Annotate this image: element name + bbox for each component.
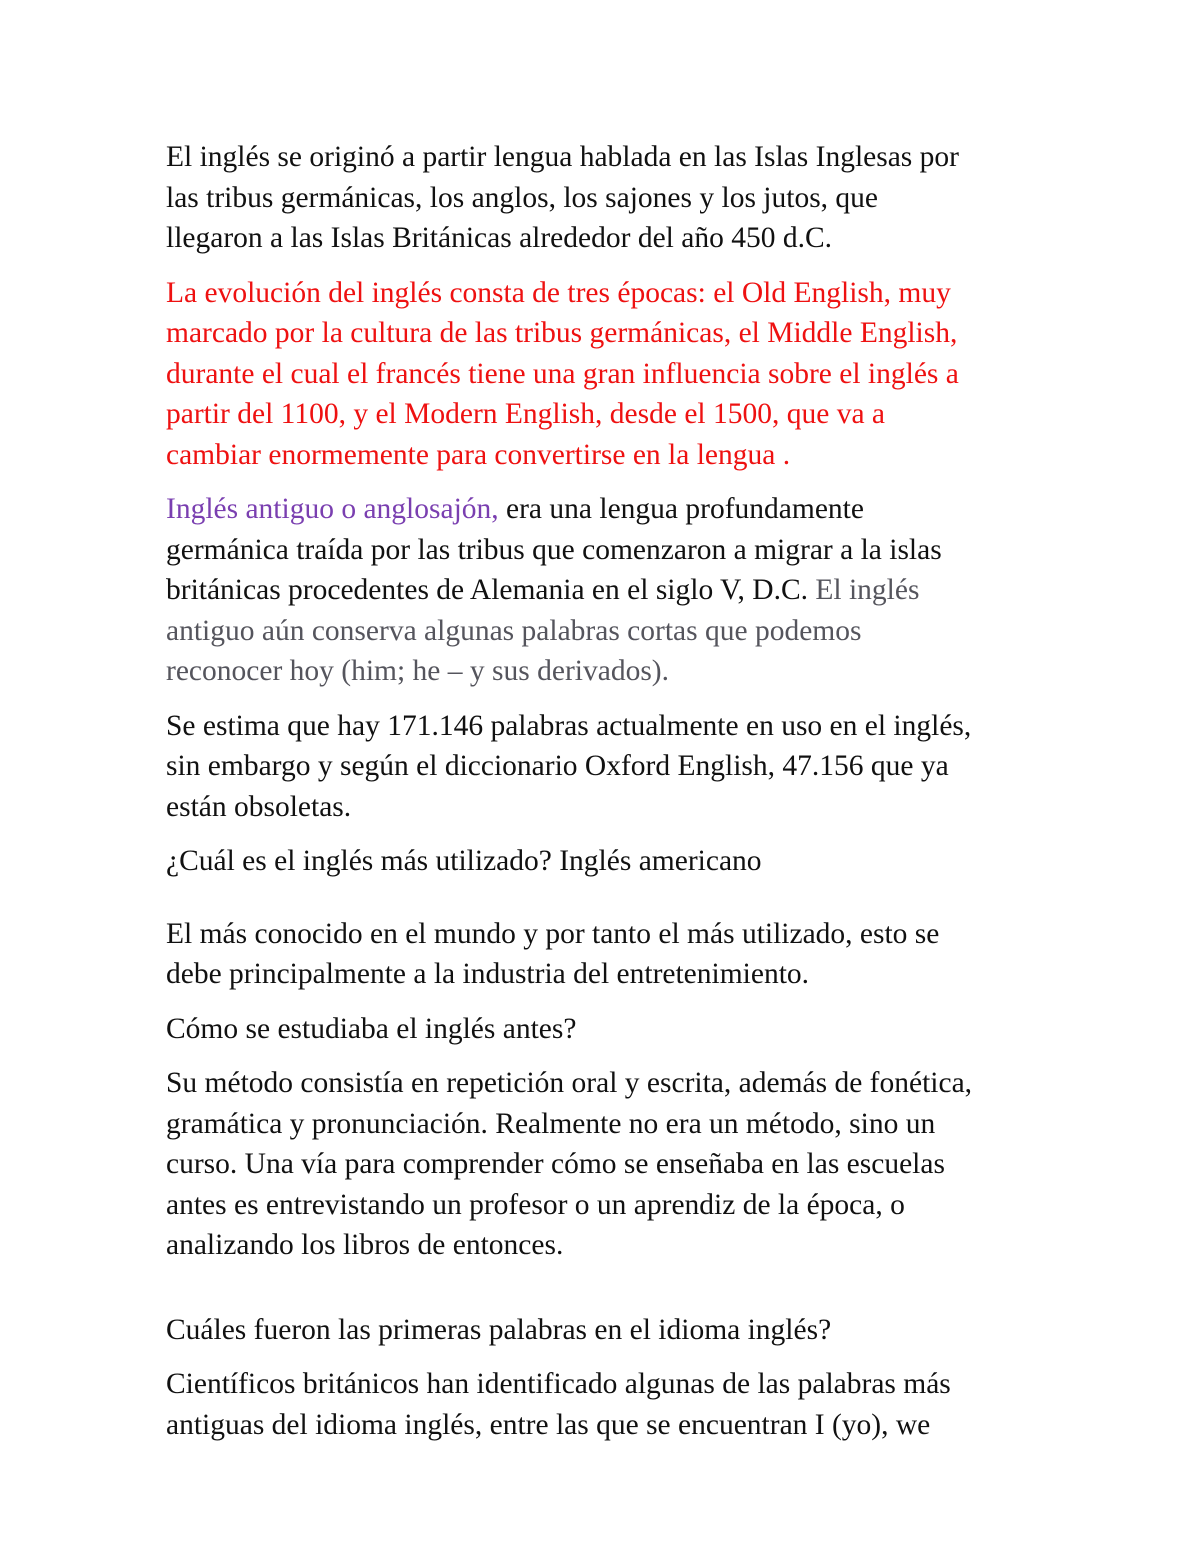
text-line: La evolución del inglés consta de tres épocas: el Old English, muy	[166, 276, 951, 309]
text-line: están obsoletas.	[166, 790, 352, 823]
text-line: Cómo se estudiaba el inglés antes?	[166, 1012, 577, 1045]
text-line: partir del 1100, y el Modern English, desde el 1500, que va a	[166, 398, 886, 430]
text-line: El más conocido en el mundo y por tanto el más utilizado, esto se	[166, 917, 940, 950]
text-line: antiguo aún conserva algunas palabras cortas que podemos	[166, 614, 862, 647]
text-line: El inglés se originó a partir lengua hablada en las Islas Inglesas por	[166, 141, 959, 173]
text-segment: era una lengua profundamente	[498, 493, 864, 525]
text-segment-gray: El inglés	[808, 574, 920, 606]
paragraph-method	[166, 1063, 1046, 1266]
text-line: Se estima que hay 171.146 palabras actualmente en uso en el inglés,	[166, 709, 972, 742]
text-line: curso. Una vía para comprender cómo se enseñaba en las escuelas	[166, 1148, 945, 1180]
question-how-studied	[166, 1009, 1046, 1050]
text-line: durante el cual el francés tiene una gran influencia sobre el inglés a	[166, 357, 959, 390]
text-line: debe principalmente a la industria del entretenimiento.	[166, 958, 810, 990]
text-line: germánica traída por las tribus que comenzaron a migrar a la islas	[166, 533, 942, 566]
text-line	[166, 489, 1046, 530]
text-line: ¿Cuál es el inglés más utilizado? Inglés americano	[166, 845, 762, 877]
text-line: reconocer hoy (him; he – y sus derivados).	[166, 655, 669, 687]
highlighted-term: Inglés antiguo o anglosajón,	[166, 493, 499, 525]
paragraph-word-count	[166, 706, 1046, 828]
text-segment: británicas procedentes de Alemania en el siglo V, D.C.	[166, 574, 809, 606]
question-first-words	[166, 1310, 1046, 1351]
text-line: Cuáles fueron las primeras palabras en el idioma inglés?	[166, 1313, 832, 1346]
text-line: Científicos británicos han identificado algunas de las palabras más	[166, 1368, 951, 1400]
text-line	[166, 570, 1046, 611]
text-line: Su método consistía en repetición oral y escrita, además de fonética,	[166, 1067, 973, 1099]
paragraph-evolution	[166, 273, 1046, 476]
paragraph-scientists	[166, 1364, 1046, 1445]
document-body	[166, 137, 1046, 1459]
text-line: marcado por la cultura de las tribus germánicas, el Middle English,	[166, 317, 958, 349]
text-line: analizando los libros de entonces.	[166, 1229, 564, 1261]
text-line: las tribus germánicas, los anglos, los sajones y los jutos, que	[166, 181, 879, 214]
text-line: cambiar enormemente para convertirse en la lengua .	[166, 438, 791, 471]
text-line: llegaron a las Islas Británicas alrededor del año 450 d.C.	[166, 222, 832, 254]
text-line: antes es entrevistando un profesor o un aprendiz de la época, o	[166, 1188, 905, 1221]
text-line: sin embargo y según el diccionario Oxford English, 47.156 que ya	[166, 750, 949, 782]
text-line: gramática y pronunciación. Realmente no era un método, sino un	[166, 1107, 936, 1140]
paragraph-origin	[166, 137, 1046, 259]
text-line: antiguas del idioma inglés, entre las que se encuentran I (yo), we	[166, 1408, 931, 1441]
paragraph-old-english	[166, 489, 1046, 692]
paragraph-most-known	[166, 914, 1046, 995]
question-most-used	[166, 841, 1046, 882]
